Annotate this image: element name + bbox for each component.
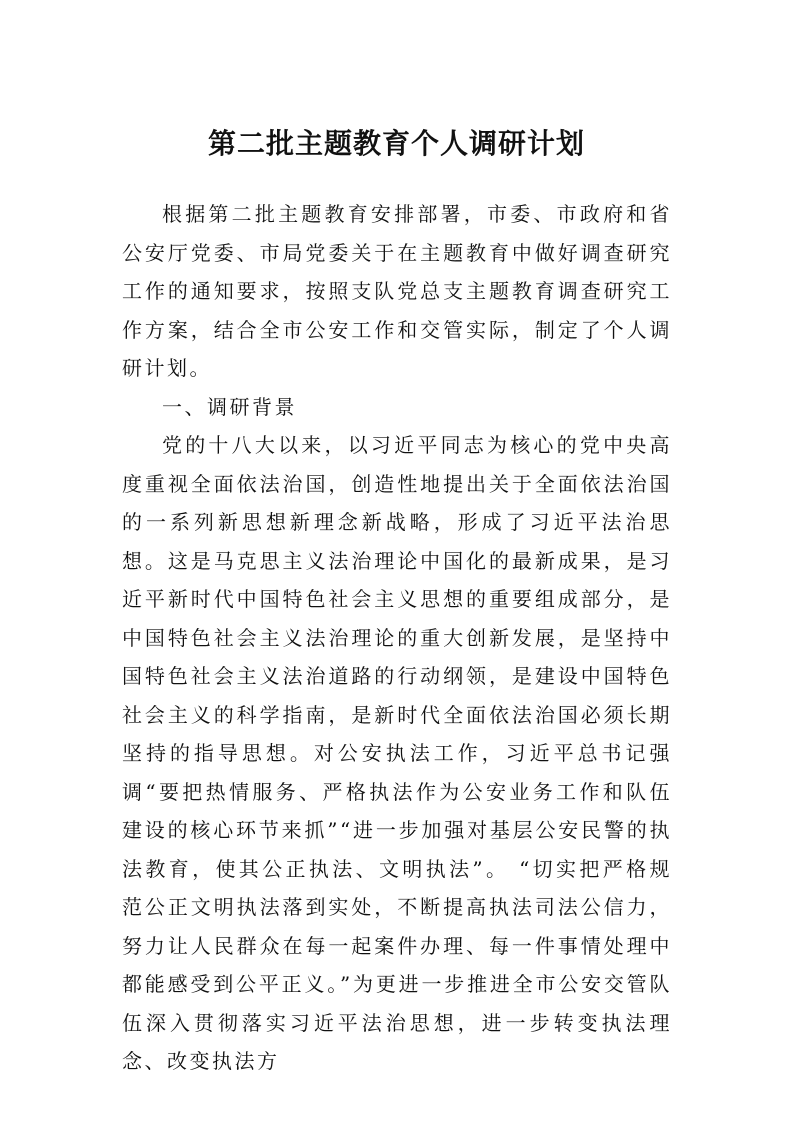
document-title: 第二批主题教育个人调研计划 (207, 127, 585, 160)
section-heading-research-background: 一、调研背景 (162, 394, 297, 419)
section-paragraph-research-background: 党的十八大以来，以习近平同志为核心的党中央高度重视全面依法治国，创造性地提出关于全面依法治国的一系列新思想新理念新战略，形成了习近平法治思想。这是马克思主义法治理论中国化的最新成果，是习近平新时代中国特色社会主义思想的重要组成部分，是中国特色社会主义法治理论的重大创新发展，是坚持中国特色社会主义法治道路的行动纲领，是建设中国特色社会主义的科学指南，是新时代全面依法治国必须长期坚持的指导思想。对公安执法工作，习近平总书记强调“要把热情服务、严格执法作为公安业务工作和队伍建设的核心环节来抓”“进一步加强对基层公安民警的执法教育，使其公正执法、文明执法”。 “切实把严格规范公正文明执法落到实处，不断提高执法司法公信力，努力让人民群众在每一起案件办理、每一件事情处理中都能感受到公平正义。”为更进一步推进全市公安交管队伍深入贯彻落实习近平法治思想，进一步转变执法理念、改变执法方 (122, 433, 672, 1073)
document-body (122, 195, 672, 1081)
intro-paragraph: 根据第二批主题教育安排部署，市委、市政府和省公安厅党委、市局党委关于在主题教育中做好调查研究工作的通知要求，按照支队党总支主题教育调查研究工作方案，结合全市公安工作和交管实际，制定了个人调研计划。 (122, 202, 672, 380)
